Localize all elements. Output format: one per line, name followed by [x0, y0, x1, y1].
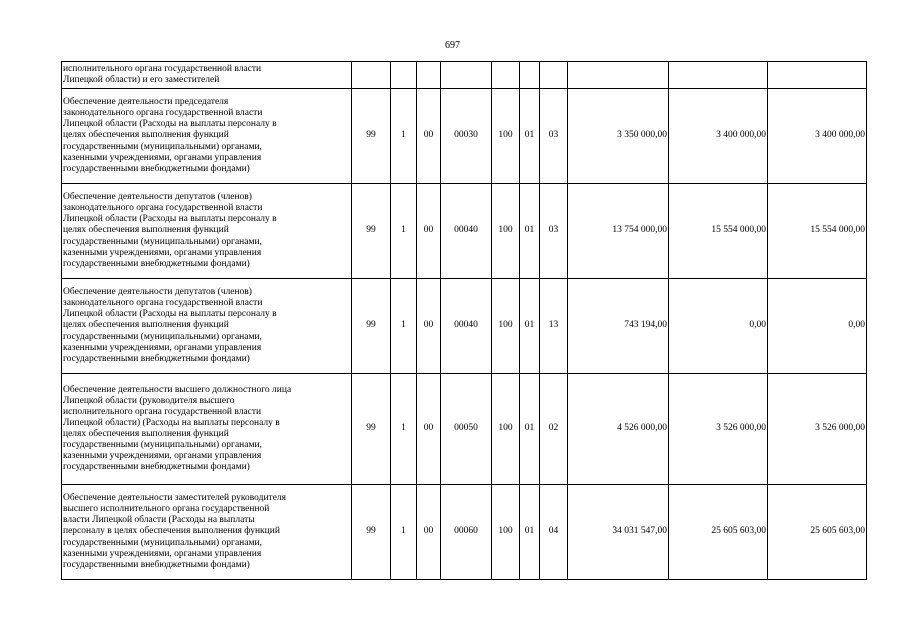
target-code-cell: 00040: [441, 184, 492, 279]
expense-type-cell: [492, 62, 520, 89]
amount-year-3-cell: 0,00: [768, 279, 867, 374]
description-line: высшего исполнительного органа государственной: [63, 504, 270, 515]
description-line: Обеспечение деятельности депутатов (членов): [63, 192, 252, 203]
target-code-cell: 00040: [441, 279, 492, 374]
expense-type-cell: 100: [492, 374, 520, 485]
description-line: государственными (муниципальными) органами,: [63, 331, 262, 342]
subsection-cell: 02: [540, 374, 568, 485]
description-line: целях обеспечения выполнения функций: [63, 429, 229, 439]
description-cell: [62, 485, 352, 580]
page-number: 697: [445, 40, 460, 51]
table-row: [62, 62, 867, 89]
program-cell: 99: [352, 485, 391, 580]
subprogram-cell: 1: [391, 374, 417, 485]
description-line: казенными учреждениями, органами управления: [63, 451, 262, 462]
amount-year-1-cell: 34 031 547,00: [568, 485, 669, 580]
direction-cell: 00: [417, 485, 441, 580]
description-line: казенными учреждениями, органами управления: [63, 247, 262, 258]
table-row: [62, 184, 867, 279]
direction-cell: 00: [417, 374, 441, 485]
description-line: казенными учреждениями, органами управления: [63, 548, 262, 559]
section-cell: 01: [520, 485, 540, 580]
subsection-cell: [540, 62, 568, 89]
description-cell: [62, 62, 352, 89]
description-cell: [62, 374, 352, 485]
subprogram-cell: 1: [391, 485, 417, 580]
direction-cell: 00: [417, 279, 441, 374]
description-line: государственными внебюджетными фондами): [63, 462, 250, 473]
amount-year-1-cell: 3 350 000,00: [568, 89, 669, 184]
table-row: [62, 485, 867, 580]
description-line: Липецкой области (Расходы на выплаты персоналу в: [63, 214, 277, 225]
amount-year-3-cell: 3 526 000,00: [768, 374, 867, 485]
program-cell: 99: [352, 89, 391, 184]
description-line: исполнительного органа государственной власти: [63, 406, 262, 417]
amount-year-3-cell: 3 400 000,00: [768, 89, 867, 184]
subprogram-cell: [391, 62, 417, 89]
section-cell: 01: [520, 279, 540, 374]
description-line: казенными учреждениями, органами управления: [63, 152, 262, 163]
expense-type-cell: 100: [492, 279, 520, 374]
description-line: Липецкой области (Расходы на выплаты персоналу в: [63, 119, 277, 130]
amount-year-1-cell: 4 526 000,00: [568, 374, 669, 485]
subsection-cell: 04: [540, 485, 568, 580]
description-line: казенными учреждениями, органами управления: [63, 342, 262, 353]
table-row: [62, 89, 867, 184]
description-line: государственными (муниципальными) органами,: [63, 141, 262, 152]
subprogram-cell: 1: [391, 279, 417, 374]
description-line: законодательного органа государственной власти: [63, 108, 263, 119]
description-cell: [62, 89, 352, 184]
description-line: власти Липецкой области (Расходы на выплаты: [63, 515, 255, 526]
amount-year-2-cell: 3 400 000,00: [669, 89, 768, 184]
target-code-cell: [441, 62, 492, 89]
target-code-cell: 00030: [441, 89, 492, 184]
amount-year-1-cell: [568, 62, 669, 89]
section-cell: 01: [520, 184, 540, 279]
subprogram-cell: 1: [391, 89, 417, 184]
amount-year-2-cell: 3 526 000,00: [669, 374, 768, 485]
direction-cell: [417, 62, 441, 89]
section-cell: 01: [520, 89, 540, 184]
description-line: Обеспечение деятельности заместителей руководителя: [63, 493, 287, 504]
description-line: Обеспечение деятельности высшего должностного лица: [63, 384, 292, 395]
description-line: государственными (муниципальными) органами,: [63, 537, 262, 548]
description-line: целях обеспечения выполнения функций: [63, 320, 229, 331]
description-line: Обеспечение деятельности председателя: [63, 97, 229, 108]
description-line: государственными (муниципальными) органами,: [63, 236, 262, 247]
subsection-cell: 13: [540, 279, 568, 374]
table-row: [62, 374, 867, 485]
table-body: [62, 62, 867, 580]
description-line: целях обеспечения выполнения функций: [63, 225, 229, 236]
description-line: Липецкой области) и его заместителей: [63, 75, 220, 85]
amount-year-2-cell: 15 554 000,00: [669, 184, 768, 279]
amount-year-2-cell: 0,00: [669, 279, 768, 374]
description-line: Липецкой области (Расходы на выплаты персоналу в: [63, 309, 277, 320]
section-cell: [520, 62, 540, 89]
amount-year-1-cell: 743 194,00: [568, 279, 669, 374]
section-cell: 01: [520, 374, 540, 485]
program-cell: 99: [352, 374, 391, 485]
expense-type-cell: 100: [492, 485, 520, 580]
direction-cell: 00: [417, 184, 441, 279]
description-cell: [62, 279, 352, 374]
description-line: государственными (муниципальными) органами,: [63, 440, 262, 451]
table-row: [62, 279, 867, 374]
direction-cell: 00: [417, 89, 441, 184]
subsection-cell: 03: [540, 184, 568, 279]
amount-year-2-cell: 25 605 603,00: [669, 485, 768, 580]
description-line: законодательного органа государственной власти: [63, 298, 263, 309]
description-line: государственными внебюджетными фондами): [63, 258, 250, 269]
description-line: государственными внебюджетными фондами): [63, 353, 250, 364]
program-cell: [352, 62, 391, 89]
description-line: исполнительного органа государственной власти: [63, 63, 262, 74]
expense-type-cell: 100: [492, 184, 520, 279]
description-line: целях обеспечения выполнения функций: [63, 130, 229, 141]
target-code-cell: 00050: [441, 374, 492, 485]
description-cell: [62, 184, 352, 279]
description-line: Липецкой области) (Расходы на выплаты персоналу в: [63, 417, 280, 428]
subsection-cell: 03: [540, 89, 568, 184]
program-cell: 99: [352, 184, 391, 279]
expense-type-cell: 100: [492, 89, 520, 184]
amount-year-3-cell: [768, 62, 867, 89]
description-line: государственными внебюджетными фондами): [63, 163, 250, 174]
description-line: Обеспечение деятельности депутатов (членов): [63, 287, 252, 298]
amount-year-2-cell: [669, 62, 768, 89]
description-line: законодательного органа государственной власти: [63, 203, 263, 214]
subprogram-cell: 1: [391, 184, 417, 279]
program-cell: 99: [352, 279, 391, 374]
budget-table: [61, 61, 867, 580]
description-line: персоналу в целях обеспечения выполнения функций: [63, 526, 280, 537]
amount-year-1-cell: 13 754 000,00: [568, 184, 669, 279]
description-line: государственными внебюджетными фондами): [63, 559, 250, 570]
target-code-cell: 00060: [441, 485, 492, 580]
amount-year-3-cell: 25 605 603,00: [768, 485, 867, 580]
description-line: Липецкой области (руководителя высшего: [63, 395, 235, 406]
amount-year-3-cell: 15 554 000,00: [768, 184, 867, 279]
